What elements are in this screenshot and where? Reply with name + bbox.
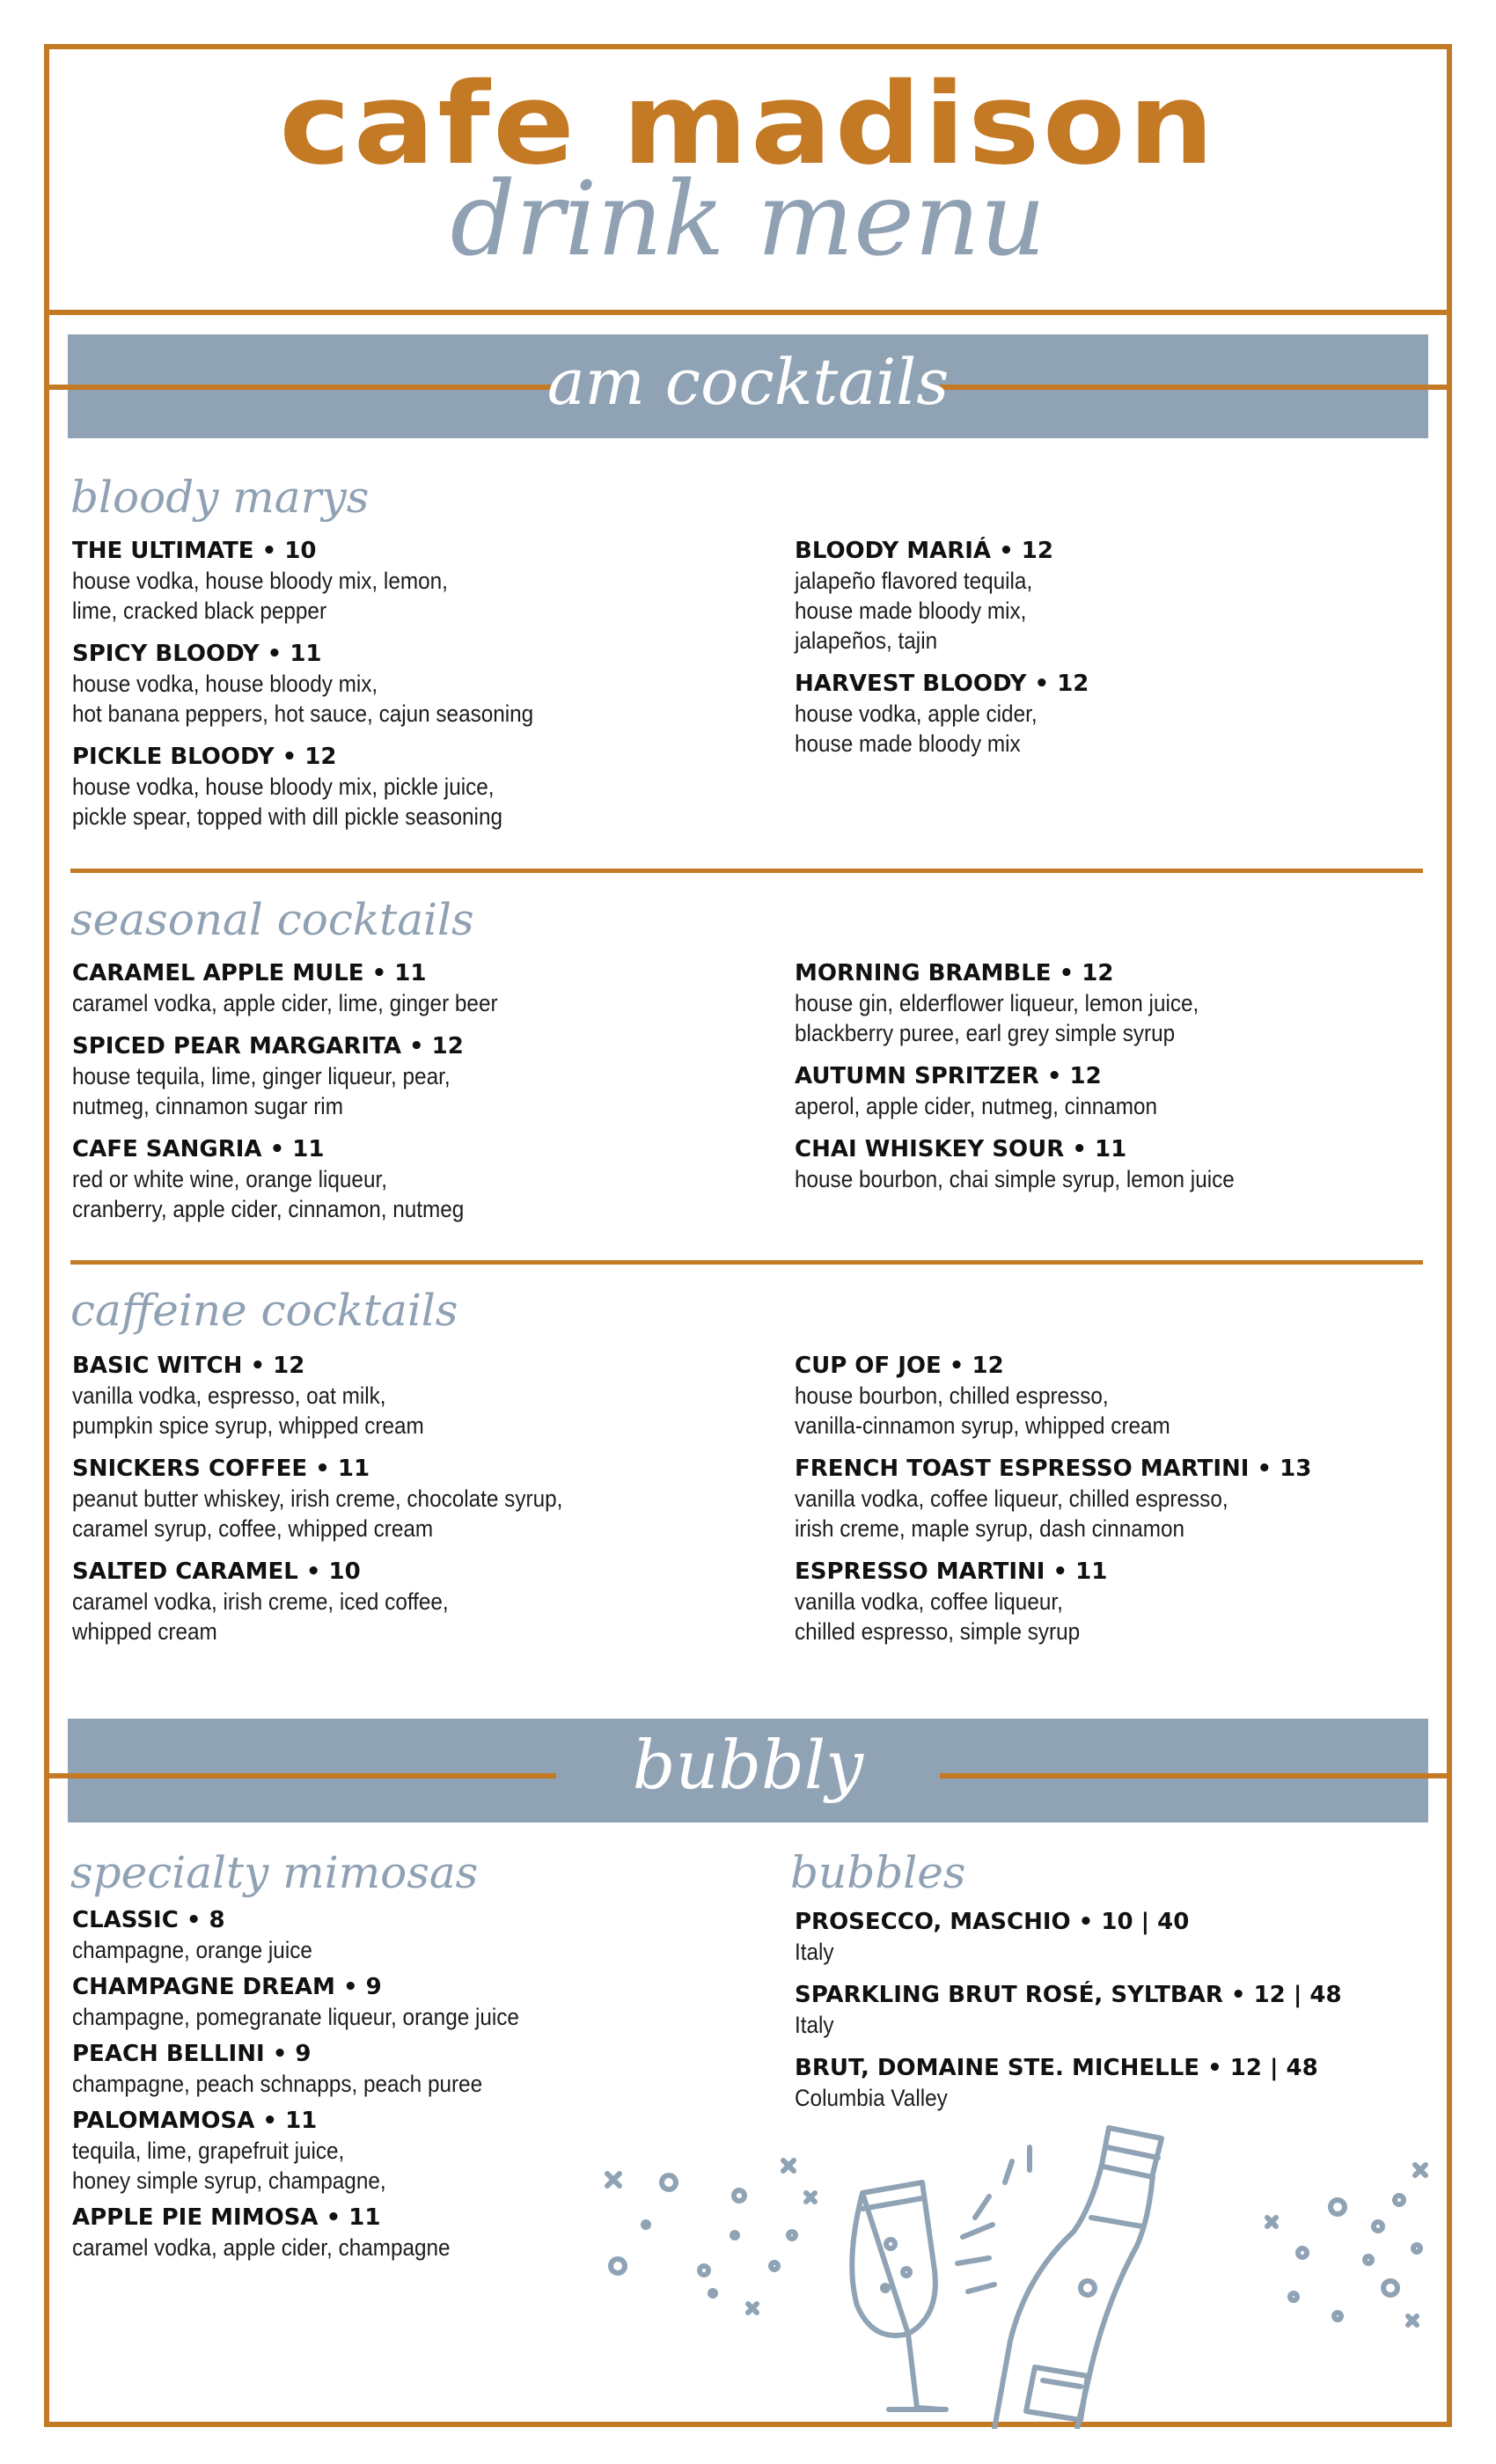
menu-item-name: HARVEST BLOODY • 12 xyxy=(795,671,1089,697)
menu-item-name: CARAMEL APPLE MULE • 11 xyxy=(72,960,427,986)
menu-item-name: CAFE SANGRIA • 11 xyxy=(72,1136,325,1162)
menu-item xyxy=(72,959,706,1018)
menu-item-name: PEACH BELLINI • 9 xyxy=(72,2041,312,2067)
am-cocktails-title: am cocktails xyxy=(546,345,950,419)
menu-item-description: Columbia Valley xyxy=(795,2085,948,2111)
menu-item-name: SPARKLING BRUT ROSÉ, SYLTBAR • 12 | 48 xyxy=(795,1982,1342,2008)
section-divider xyxy=(70,869,1423,873)
menu-item-description: tequila, lime, grapefruit juice, honey simple syrup, champagne, xyxy=(72,2138,386,2194)
cafe-name: cafe madison xyxy=(279,59,1217,190)
menu-item-description: champagne, orange juice xyxy=(72,1937,312,1963)
menu-item-name: APPLE PIE MIMOSA • 11 xyxy=(72,2204,381,2231)
menu-item-name: SPICED PEAR MARGARITA • 12 xyxy=(72,1033,464,1060)
menu-item-name: FRENCH TOAST ESPRESSO MARTINI • 13 xyxy=(795,1456,1312,1482)
menu-item-name: BLOODY MARIÁ • 12 xyxy=(795,538,1053,564)
menu-item xyxy=(72,1558,706,1646)
menu-item-description: peanut butter whiskey, irish creme, chocolate syrup, caramel syrup, coffee, whipped cream xyxy=(72,1485,563,1542)
champagne-illustration xyxy=(598,2112,1461,2429)
menu-item-description: house vodka, house bloody mix, pickle juice, pickle spear, topped with dill pickle seasoning xyxy=(72,774,502,830)
menu-item-description: house bourbon, chai simple syrup, lemon juice xyxy=(795,1166,1235,1192)
menu-item-description: house vodka, apple cider, house made bloody mix xyxy=(795,700,1038,757)
menu-item xyxy=(795,959,1428,1048)
section-divider xyxy=(70,1260,1423,1265)
pop-lines xyxy=(957,2147,1030,2292)
menu-item xyxy=(795,2054,1428,2113)
menu-item xyxy=(795,1981,1428,2040)
menu-item xyxy=(795,1062,1428,1121)
menu-item-description: house bourbon, chilled espresso, vanilla-cinnamon syrup, whipped cream xyxy=(795,1382,1170,1439)
menu-item-description: Italy xyxy=(795,1939,834,1965)
menu-item-name: SNICKERS COFFEE • 11 xyxy=(72,1456,370,1482)
menu-item-name: CUP OF JOE • 12 xyxy=(795,1353,1004,1379)
header-divider xyxy=(44,310,1452,315)
confetti-decoration xyxy=(1267,2165,1426,2325)
menu-item xyxy=(795,537,1428,656)
confetti-decoration xyxy=(607,2160,815,2313)
menu-item-name: CHAMPAGNE DREAM • 9 xyxy=(72,1974,382,2000)
bloody-left-column xyxy=(72,537,706,832)
menu-item xyxy=(795,1455,1428,1544)
menu-item-description: aperol, apple cider, nutmeg, cinnamon xyxy=(795,1093,1158,1119)
menu-item xyxy=(795,1558,1428,1646)
bloody-marys-heading: bloody marys xyxy=(70,472,370,523)
bubbles-heading: bubbles xyxy=(790,1847,966,1898)
menu-item xyxy=(795,1352,1428,1441)
menu-item xyxy=(72,2040,706,2099)
menu-item-name: AUTUMN SPRITZER • 12 xyxy=(795,1063,1102,1089)
menu-item xyxy=(72,1352,706,1441)
menu-item-description: vanilla vodka, coffee liqueur, chilled espresso, simple syrup xyxy=(795,1588,1081,1645)
bubbles-column xyxy=(795,1908,1428,2113)
menu-item-description: Italy xyxy=(795,2012,834,2038)
menu-item-description: red or white wine, orange liqueur, cranberry, apple cider, cinnamon, nutmeg xyxy=(72,1166,465,1222)
caffeine-right-column xyxy=(795,1352,1428,1646)
menu-item-description: house tequila, lime, ginger liqueur, pear, nutmeg, cinnamon sugar rim xyxy=(72,1063,451,1119)
menu-item-name: CHAI WHISKEY SOUR • 11 xyxy=(795,1136,1127,1162)
champagne-flute-icon xyxy=(852,2182,946,2409)
menu-item xyxy=(72,1455,706,1544)
menu-item-description: house gin, elderflower liqueur, lemon juice, blackberry puree, earl grey simple syrup xyxy=(795,990,1199,1046)
menu-item xyxy=(72,1973,706,2032)
menu-item-name: MORNING BRAMBLE • 12 xyxy=(795,960,1114,986)
menu-subtitle: drink menu xyxy=(450,160,1046,279)
menu-item-name: SPICY BLOODY • 11 xyxy=(72,641,322,667)
menu-item-name: PROSECCO, MASCHIO • 10 | 40 xyxy=(795,1909,1190,1935)
menu-item xyxy=(72,1135,706,1224)
menu-item-name: BRUT, DOMAINE STE. MICHELLE • 12 | 48 xyxy=(795,2055,1318,2081)
menu-item-description: caramel vodka, apple cider, lime, ginger beer xyxy=(72,990,498,1016)
menu-item-name: PALOMAMOSA • 11 xyxy=(72,2108,318,2134)
menu-item-description: vanilla vodka, espresso, oat milk, pumpkin spice syrup, whipped cream xyxy=(72,1382,424,1439)
seasonal-cocktails-heading: seasonal cocktails xyxy=(70,894,474,945)
menu-item-name: BASIC WITCH • 12 xyxy=(72,1353,305,1379)
menu-item-description: champagne, pomegranate liqueur, orange juice xyxy=(72,2004,519,2030)
caffeine-cocktails-heading: caffeine cocktails xyxy=(70,1285,458,1336)
bubbly-title: bubbly xyxy=(632,1726,864,1804)
menu-item-name: ESPRESSO MARTINI • 11 xyxy=(795,1558,1108,1585)
menu-item xyxy=(72,537,706,626)
menu-item xyxy=(795,1908,1428,1967)
menu-item xyxy=(795,670,1428,759)
menu-item-description: champagne, peach schnapps, peach puree xyxy=(72,2071,483,2097)
menu-item-name: CLASSIC • 8 xyxy=(72,1907,225,1933)
menu-item-description: house vodka, house bloody mix, lemon, lime, cracked black pepper xyxy=(72,568,448,624)
menu-item-description: caramel vodka, irish creme, iced coffee, whipped cream xyxy=(72,1588,449,1645)
menu-item-description: vanilla vodka, coffee liqueur, chilled espresso, irish creme, maple syrup, dash cinnamon xyxy=(795,1485,1228,1542)
menu-item xyxy=(72,640,706,729)
menu-item xyxy=(72,1032,706,1121)
seasonal-left-column xyxy=(72,959,706,1224)
bloody-right-column xyxy=(795,537,1428,759)
caffeine-left-column xyxy=(72,1352,706,1646)
specialty-mimosas-heading: specialty mimosas xyxy=(70,1847,479,1898)
menu-item-description: jalapeño flavored tequila, house made bloody mix, jalapeños, tajin xyxy=(795,568,1033,654)
champagne-bottle-icon xyxy=(994,2128,1162,2429)
menu-item xyxy=(72,1906,706,1965)
menu-item-description: house vodka, house bloody mix, hot banana peppers, hot sauce, cajun seasoning xyxy=(72,671,534,727)
menu-item-name: PICKLE BLOODY • 12 xyxy=(72,744,337,770)
menu-item-description: caramel vodka, apple cider, champagne xyxy=(72,2234,451,2261)
seasonal-right-column xyxy=(795,959,1428,1194)
menu-item-name: THE ULTIMATE • 10 xyxy=(72,538,317,564)
menu-item xyxy=(795,1135,1428,1194)
menu-item xyxy=(72,743,706,832)
menu-item-name: SALTED CARAMEL • 10 xyxy=(72,1558,361,1585)
